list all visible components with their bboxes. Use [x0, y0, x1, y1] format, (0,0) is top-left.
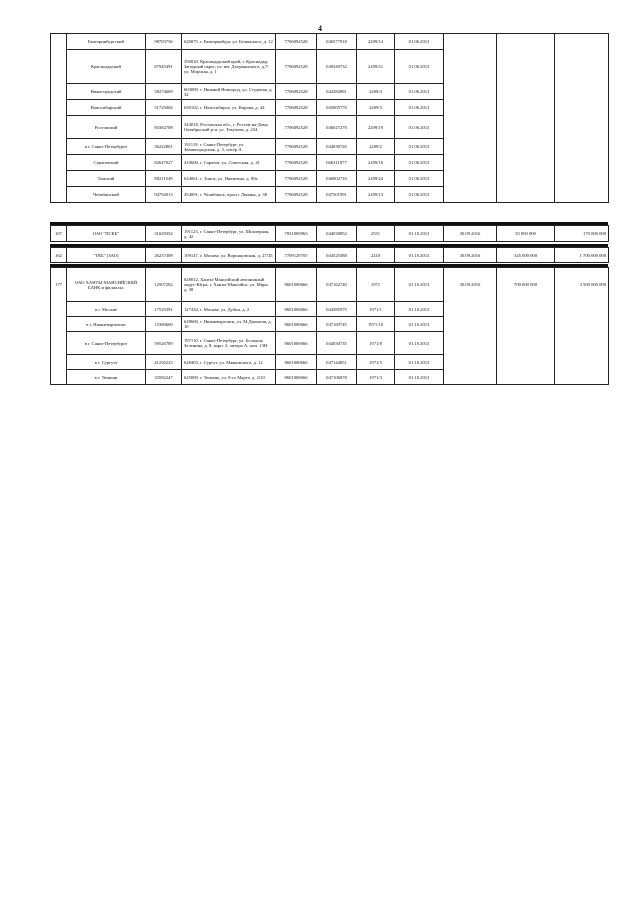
bik: 044030720 — [317, 139, 357, 155]
bank-row-107 — [50, 225, 609, 242]
inn: 7706092528 — [276, 116, 317, 139]
bik: 047162740 — [317, 268, 357, 302]
branch-name: Томский — [67, 171, 146, 187]
start-date: 01.10.2013 — [395, 302, 444, 317]
end-date — [444, 34, 497, 203]
amount-limit: 700 000 000 — [497, 268, 555, 385]
branch-name: Екатеринбургский — [67, 34, 146, 50]
bik: 042282881 — [317, 84, 357, 100]
bank-name: "ТКБ" (ЗАО) — [67, 248, 146, 263]
bik: 045005770 — [317, 100, 357, 116]
address: 628600, г. Нижневартовск, ул. М.Джалиля, д. 10 — [182, 317, 276, 332]
start-date: 01.06.2013 — [395, 116, 444, 139]
start-date: 01.06.2013 — [395, 155, 444, 171]
license-number: 1971/10 — [357, 317, 395, 332]
okpo-code: 12507282 — [146, 268, 182, 302]
start-date: 01.10.2013 — [395, 370, 444, 385]
license-number: 2209/3 — [357, 100, 395, 116]
table-row — [51, 268, 609, 302]
bank-row-162 — [50, 247, 609, 263]
address: 191119, г. Санкт-Петербург, ул. Звенигородская, д. 3, литер А — [182, 139, 276, 155]
bik: 047169745 — [317, 317, 357, 332]
okpo-code: 98703756 — [146, 34, 182, 50]
inn: 7706092528 — [276, 50, 317, 84]
bik: 044585975 — [317, 302, 357, 317]
start-date: 01.10.2013 — [395, 355, 444, 370]
bik: 040349732 — [317, 50, 357, 84]
start-date: 01.06.2013 — [395, 187, 444, 203]
license-number: 2551 — [357, 226, 395, 242]
table-row — [51, 248, 609, 263]
inn: 8601000666 — [276, 302, 317, 317]
inn: 8601000666 — [276, 268, 317, 302]
branch-name: в г. Санкт-Петербурге — [67, 332, 146, 355]
license-number: 1971/8 — [357, 332, 395, 355]
inn: 7706092528 — [276, 171, 317, 187]
license-number: 2209/19 — [357, 116, 395, 139]
row-number: 107 — [51, 226, 67, 242]
branch-name: Ростовский — [67, 116, 146, 139]
inn: 8601000666 — [276, 317, 317, 332]
branch-table-top — [50, 33, 609, 203]
branch-name: в г. Тюмени — [67, 370, 146, 385]
bik: 044030852 — [317, 226, 357, 242]
okpo-code: 33582247 — [146, 370, 182, 385]
bik: 046027270 — [317, 116, 357, 139]
okpo-code: 58274669 — [146, 84, 182, 100]
license-number: 1971 — [357, 268, 395, 302]
branch-name: в г. Нижневартовске — [67, 317, 146, 332]
amount-total — [555, 34, 609, 203]
license-number: 2209/4 — [357, 84, 395, 100]
okpo-code: 83382708 — [146, 116, 182, 139]
bik: 044030735 — [317, 332, 357, 355]
inn: 7706092528 — [276, 100, 317, 116]
bik: 047144851 — [317, 355, 357, 370]
inn: 7831000965 — [276, 226, 317, 242]
license-number: 2209/16 — [357, 155, 395, 171]
license-number: 1971/3 — [357, 370, 395, 385]
bik: 047501991 — [317, 187, 357, 203]
address: 109147, г. Москва, ул. Воронцовская, д. 27/35 — [182, 248, 276, 263]
end-date: 30.09.2016 — [444, 248, 497, 263]
start-date: 01.10.2013 — [395, 317, 444, 332]
end-date: 30.09.2016 — [444, 268, 497, 385]
start-date: 01.10.2013 — [395, 226, 444, 242]
okpo-code: 87945491 — [146, 50, 182, 84]
start-date: 01.06.2013 — [395, 100, 444, 116]
start-date: 01.06.2013 — [395, 139, 444, 155]
address: 625000, г. Тюмень, ул. 8-го Марта, д. 2/10 — [182, 370, 276, 385]
license-number: 2209/2 — [357, 139, 395, 155]
license-number: 2209/14 — [357, 34, 395, 50]
bank-name: ОАО "ПСКБ" — [67, 226, 146, 242]
bank-block-177 — [50, 267, 609, 385]
address: 127434, г. Москва, ул. Дубки, д. 2 — [182, 302, 276, 317]
okpo-code: 41250223 — [146, 355, 182, 370]
amount-total: 3 500 000 000 — [555, 268, 609, 385]
bik: 047106878 — [317, 370, 357, 385]
start-date: 01.06.2013 — [395, 34, 444, 50]
address: 191123, г. Санкт-Петербург, ул. Шпалерная, д. 42 — [182, 226, 276, 242]
start-date: 01.06.2013 — [395, 84, 444, 100]
okpo-code: 26237308 — [146, 248, 182, 263]
license-number: 1971/5 — [357, 355, 395, 370]
okpo-code: 56222801 — [146, 139, 182, 155]
okpo-code: 15380669 — [146, 317, 182, 332]
amount-limit: 345 000 000 — [497, 248, 555, 263]
inn: 7706092528 — [276, 34, 317, 50]
inn: 7709129705 — [276, 248, 317, 263]
address: 454091, г. Челябинск, просп. Ленина, д. 38 — [182, 187, 276, 203]
inn: 7706092528 — [276, 84, 317, 100]
inn: 7706092528 — [276, 139, 317, 155]
address: 628012, Ханты-Мансийский автономный округ-Югра, г. Ханты-Мансийск, ул. Мира, д. 38 — [182, 268, 276, 302]
row-number — [51, 34, 67, 203]
start-date: 01.10.2013 — [395, 268, 444, 302]
address: 603000, г. Нижний Новгород, ул. Студеная, д. 32 — [182, 84, 276, 100]
branch-name: Новосибирский — [67, 100, 146, 116]
bik: 044525388 — [317, 248, 357, 263]
end-date: 30.09.2016 — [444, 226, 497, 242]
address: 410600, г. Саратов, ул. Советская, д. 41 — [182, 155, 276, 171]
start-date: 01.06.2013 — [395, 50, 444, 84]
branch-name: Челябинский — [67, 187, 146, 203]
branch-name: в г. Санкт-Петербурге — [67, 139, 146, 155]
table-row — [51, 226, 609, 242]
okpo-code: 94792013 — [146, 187, 182, 203]
inn: 8601000666 — [276, 332, 317, 355]
license-number: 2209/13 — [357, 187, 395, 203]
address: 197110, г. Санкт-Петербург, ул. Большая Зеленина, д. 8, корп. 2, литера А, пом. 13Н — [182, 332, 276, 355]
amount-limit — [497, 34, 555, 203]
address: 350020, Краснодарский край, г. Краснодар, Западный округ, ул. им. Дзержинского, д.7/ ул. Морская, д. 1 — [182, 50, 276, 84]
branch-name: в г. Сургуте — [67, 355, 146, 370]
okpo-code: 51725064 — [146, 100, 182, 116]
row-number: 162 — [51, 248, 67, 263]
amount-limit: 35 000 000 — [497, 226, 555, 242]
table-row — [51, 34, 609, 50]
address: 628403, г. Сургут, ул. Маяковского, д. 12 — [182, 355, 276, 370]
okpo-code: 82647027 — [146, 155, 182, 171]
amount-total: 170 000 000 — [555, 226, 609, 242]
start-date: 01.10.2013 — [395, 248, 444, 263]
license-number: 2209/24 — [357, 171, 395, 187]
bik: 046902716 — [317, 171, 357, 187]
inn: 8601000666 — [276, 370, 317, 385]
branch-name: Саратовский — [67, 155, 146, 171]
inn: 7706092528 — [276, 155, 317, 171]
license-number: 2209/21 — [357, 50, 395, 84]
row-number: 177 — [51, 268, 67, 385]
address: 344018, Ростовская обл., г. Ростов-на-Дону, Октябрьский р-н, ул. Текучева, д. 234 — [182, 116, 276, 139]
bik: 046311877 — [317, 155, 357, 171]
branch-name: Нижегородский — [67, 84, 146, 100]
okpo-code: 59526789 — [146, 332, 182, 355]
okpo-code: 31029352 — [146, 226, 182, 242]
license-number: 1971/1 — [357, 302, 395, 317]
page-number: 4 — [318, 24, 322, 33]
address: 630102, г. Новосибирск, ул. Кирова, д. 44 — [182, 100, 276, 116]
start-date: 01.06.2013 — [395, 171, 444, 187]
address: 620075, г. Екатеринбург, ул. Белинского, д. 12 — [182, 34, 276, 50]
amount-total: 1 700 000 000 — [555, 248, 609, 263]
okpo-code: 17525391 — [146, 302, 182, 317]
inn: 7706092528 — [276, 187, 317, 203]
bik: 046577918 — [317, 34, 357, 50]
license-number: 2210 — [357, 248, 395, 263]
address: 634061, г. Томск, ул. Никитина, д. 89а — [182, 171, 276, 187]
start-date: 01.10.2013 — [395, 332, 444, 355]
okpo-code: 88211549 — [146, 171, 182, 187]
inn: 8601000666 — [276, 355, 317, 370]
bank-name: ОАО ХАНТЫ-МАНСИЙСКИЙ БАНК и филиалы: — [67, 268, 146, 302]
branch-name: Краснодарский — [67, 50, 146, 84]
branch-name: в г. Москве — [67, 302, 146, 317]
